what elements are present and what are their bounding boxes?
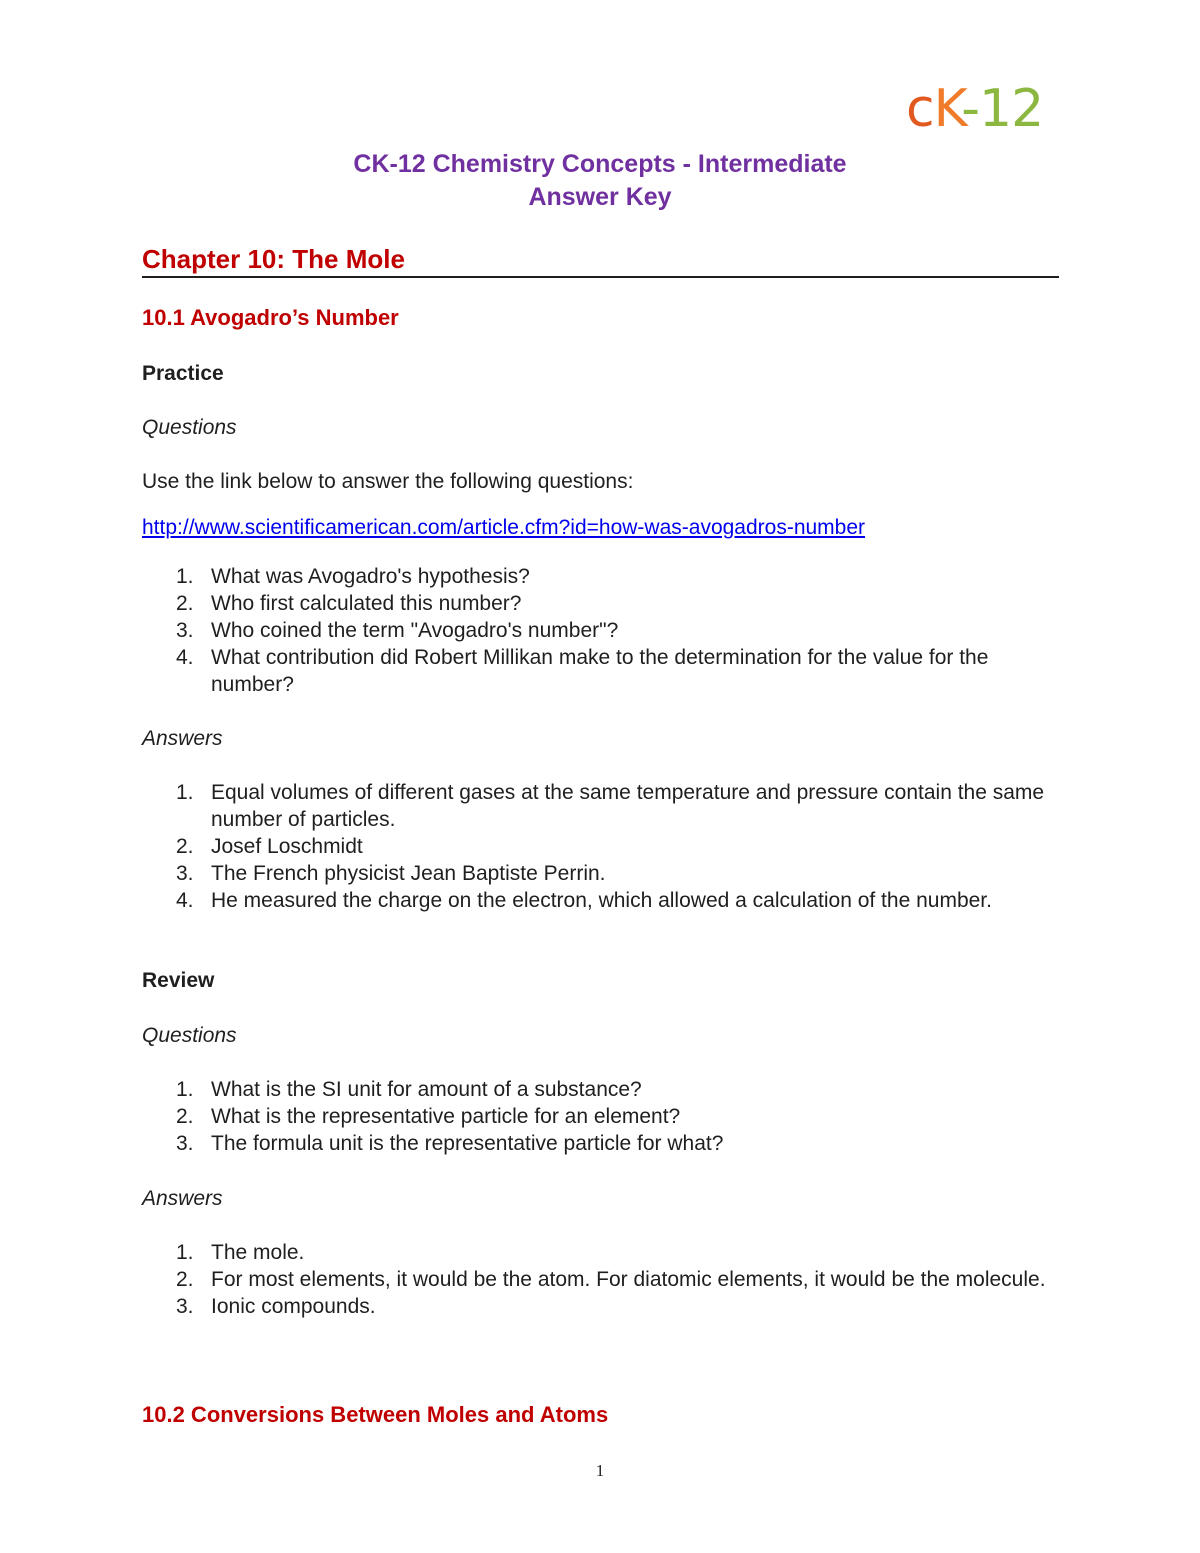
list-item: 3. The formula unit is the representative particle for what? <box>176 1132 724 1155</box>
chapter-divider <box>142 276 1059 278</box>
list-item: 4. What contribution did Robert Millikan make to the determination for the value for the number? <box>176 646 989 696</box>
review-answers-label: Answers <box>142 1187 223 1210</box>
document-title: CK-12 Chemistry Concepts - Intermediate <box>353 150 847 178</box>
list-item: 4. He measured the charge on the electron, which allowed a calculation of the number. <box>176 889 992 912</box>
list-item: 3. Who coined the term "Avogadro's number"? <box>176 619 619 642</box>
practice-questions-label: Questions <box>142 416 237 439</box>
list-item: 3. Ionic compounds. <box>176 1295 376 1318</box>
section-title-10-2: 10.2 Conversions Between Moles and Atoms <box>142 1402 609 1427</box>
page-number: 1 <box>595 1461 605 1480</box>
list-item: 2. For most elements, it would be the atom. For diatomic elements, it would be the molecule. <box>176 1268 1046 1291</box>
logo-text <box>906 79 1043 139</box>
practice-questions-list <box>142 563 1062 698</box>
document-subtitle: Answer Key <box>528 183 672 211</box>
list-item: 1. Equal volumes of different gases at the same temperature and pressure contain the same number of particles. <box>176 781 1045 831</box>
list-item: 2. Josef Loschmidt <box>176 835 363 858</box>
review-questions-list <box>142 1076 1062 1157</box>
review-questions-label: Questions <box>142 1024 237 1047</box>
section-title-10-1: 10.1 Avogadro’s Number <box>142 305 399 330</box>
logo-number: -12 <box>961 79 1044 139</box>
list-item: 1. What was Avogadro's hypothesis? <box>176 565 530 588</box>
list-item: 3. The French physicist Jean Baptiste Perrin. <box>176 862 606 885</box>
review-answers-list <box>142 1239 1062 1320</box>
chapter-title: Chapter 10: The Mole <box>142 244 405 274</box>
ck12-logo <box>906 80 1046 138</box>
reference-link[interactable]: http://www.scientificamerican.com/article.cfm?id=how-was-avogadros-number <box>142 516 866 539</box>
logo-letter-c: c <box>906 79 934 139</box>
list-item: 1. The mole. <box>176 1241 305 1264</box>
logo-letter-k: K <box>933 79 962 139</box>
practice-heading: Practice <box>142 362 224 385</box>
list-item: 2. What is the representative particle for an element? <box>176 1105 681 1128</box>
review-heading: Review <box>142 969 215 992</box>
list-item: 2. Who first calculated this number? <box>176 592 522 615</box>
practice-answers-list <box>142 779 1062 914</box>
practice-answers-label: Answers <box>142 727 223 750</box>
practice-intro: Use the link below to answer the following questions: <box>142 470 634 493</box>
list-item: 1. What is the SI unit for amount of a substance? <box>176 1078 642 1101</box>
